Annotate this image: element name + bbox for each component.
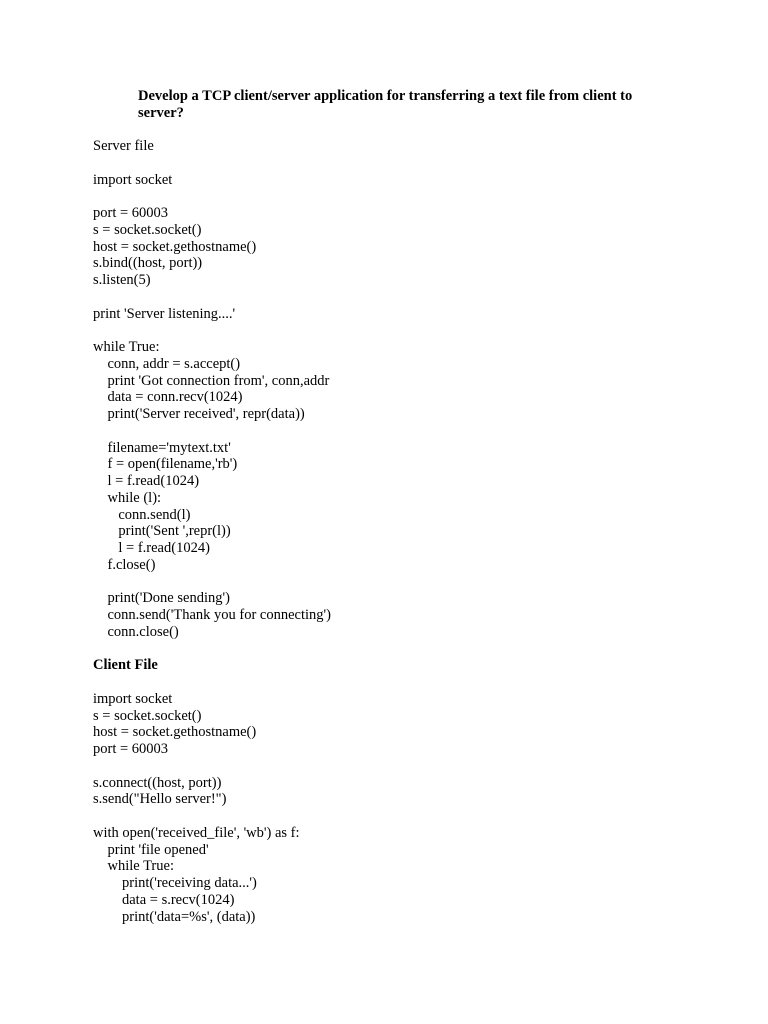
text-line: filename='mytext.txt': [93, 439, 231, 456]
text-line: while True:: [93, 339, 160, 355]
text-line: import socket: [93, 171, 173, 188]
heading-line-1: Develop a TCP client/server application for transferring a text file from client to: [138, 88, 633, 104]
text-line: s.listen(5): [93, 272, 151, 288]
text-line: l = f.read(1024): [93, 473, 200, 489]
text-line: conn.close(): [93, 623, 179, 640]
question-heading: [138, 88, 698, 122]
text-line: print 'file opened': [93, 841, 209, 858]
text-line: f = open(filename,'rb'): [93, 456, 238, 473]
text-line: s.connect((host, port)): [93, 774, 222, 791]
text-line: print('Sent ',repr(l)): [93, 523, 231, 540]
text-line: s = socket.socket(): [93, 221, 202, 238]
document-body: [93, 138, 713, 925]
text-line: s = socket.socket(): [93, 707, 202, 724]
text-line: conn.send(l): [93, 506, 191, 523]
text-line: port = 60003: [93, 741, 169, 757]
text-line: data = s.recv(1024): [93, 891, 235, 908]
text-line: conn, addr = s.accept(): [93, 355, 241, 372]
text-line: s.send("Hello server!"): [93, 791, 227, 808]
text-line: conn.send('Thank you for connecting'): [93, 607, 331, 623]
blank-line: [93, 808, 713, 825]
text-line: print 'Got connection from', conn,addr: [93, 372, 330, 389]
blank-line: [93, 155, 713, 172]
blank-line: [93, 674, 713, 691]
text-line: f.close(): [93, 556, 156, 573]
blank-line: [93, 322, 713, 339]
text-line: print('data=%s', (data)): [93, 908, 256, 925]
blank-line: [93, 758, 713, 775]
text-line: host = socket.gethostname(): [93, 238, 257, 255]
text-line: l = f.read(1024): [93, 540, 210, 556]
text-line: with open('received_file', 'wb') as f:: [93, 824, 300, 841]
text-line: print 'Server listening....': [93, 305, 236, 322]
text-line: s.bind((host, port)): [93, 255, 203, 272]
text-line: host = socket.gethostname(): [93, 724, 257, 741]
text-line: port = 60003: [93, 205, 169, 221]
blank-line: [93, 641, 713, 658]
text-line: while (l):: [93, 489, 162, 506]
text-line: data = conn.recv(1024): [93, 389, 243, 406]
section-heading: Client File: [93, 657, 158, 674]
text-line: Server file: [93, 138, 154, 154]
blank-line: [93, 289, 713, 306]
text-line: while True:: [93, 858, 174, 875]
text-line: print('receiving data...'): [93, 875, 257, 891]
text-line: print('Done sending'): [93, 590, 230, 607]
heading-line-2: server?: [138, 105, 184, 121]
blank-line: [93, 574, 713, 591]
text-line: import socket: [93, 690, 173, 707]
blank-line: [93, 423, 713, 440]
blank-line: [93, 188, 713, 205]
text-line: print('Server received', repr(data)): [93, 406, 305, 422]
